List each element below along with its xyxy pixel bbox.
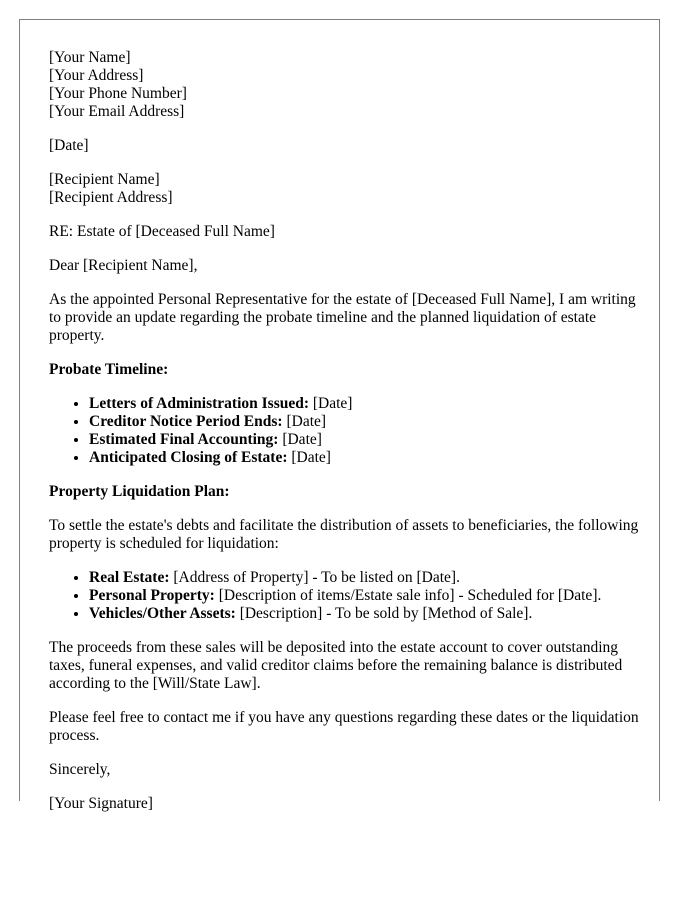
sender-name: [Your Name]	[49, 49, 131, 66]
list-item-value: [Address of Property] - To be listed on [Date].	[169, 569, 460, 586]
sender-email: [Your Email Address]	[49, 103, 185, 120]
list-item-label: Personal Property:	[89, 587, 215, 604]
list-item	[89, 395, 639, 413]
sender-phone: [Your Phone Number]	[49, 85, 187, 102]
recipient-block	[49, 171, 639, 207]
letter-page	[19, 19, 660, 812]
list-item-value: [Date]	[309, 395, 353, 412]
liquidation-list	[49, 569, 639, 623]
list-item-value: [Date]	[287, 449, 331, 466]
sender-block	[49, 49, 639, 121]
list-item-value: [Description] - To be sold by [Method of Sale].	[235, 605, 533, 622]
proceeds-paragraph: The proceeds from these sales will be deposited into the estate account to cover outstanding taxes, funeral expenses, and valid creditor claims before the remaining balance is distributed according to the [Will/State Law].	[49, 639, 623, 692]
list-item	[89, 587, 639, 605]
liquidation-intro: To settle the estate's debts and facilitate the distribution of assets to beneficiaries, the following property is scheduled for liquidation:	[49, 517, 639, 552]
liquidation-heading: Property Liquidation Plan:	[49, 483, 230, 500]
list-item	[89, 569, 639, 587]
list-item-value: [Date]	[278, 431, 322, 448]
sender-address: [Your Address]	[49, 67, 144, 84]
list-item-label: Anticipated Closing of Estate:	[89, 449, 288, 466]
signature: [Your Signature]	[49, 795, 153, 812]
list-item	[89, 413, 639, 431]
list-item	[89, 449, 639, 467]
list-item-value: [Description of items/Estate sale info] - Scheduled for [Date].	[214, 587, 602, 604]
list-item-label: Letters of Administration Issued:	[89, 395, 310, 412]
list-item-label: Creditor Notice Period Ends:	[89, 413, 283, 430]
recipient-name: [Recipient Name]	[49, 171, 160, 188]
closing: Sincerely,	[49, 761, 111, 778]
letter-date: [Date]	[49, 137, 89, 154]
list-item-label: Real Estate:	[89, 569, 170, 586]
salutation: Dear [Recipient Name],	[49, 257, 198, 274]
list-item	[89, 431, 639, 449]
recipient-address: [Recipient Address]	[49, 189, 173, 206]
intro-paragraph: As the appointed Personal Representative for the estate of [Deceased Full Name], I am writing to provide an update regarding the probate timeline and the planned liquidation of estate property.	[49, 291, 636, 344]
letter-body	[49, 49, 639, 829]
re-line: RE: Estate of [Deceased Full Name]	[49, 223, 275, 240]
probate-list	[49, 395, 639, 467]
list-item-value: [Date]	[282, 413, 327, 430]
list-item-label: Vehicles/Other Assets:	[89, 605, 236, 622]
contact-paragraph: Please feel free to contact me if you have any questions regarding these dates or the liquidation process.	[49, 709, 639, 744]
list-item-label: Estimated Final Accounting:	[89, 431, 279, 448]
probate-heading: Probate Timeline:	[49, 361, 169, 378]
list-item	[89, 605, 639, 623]
